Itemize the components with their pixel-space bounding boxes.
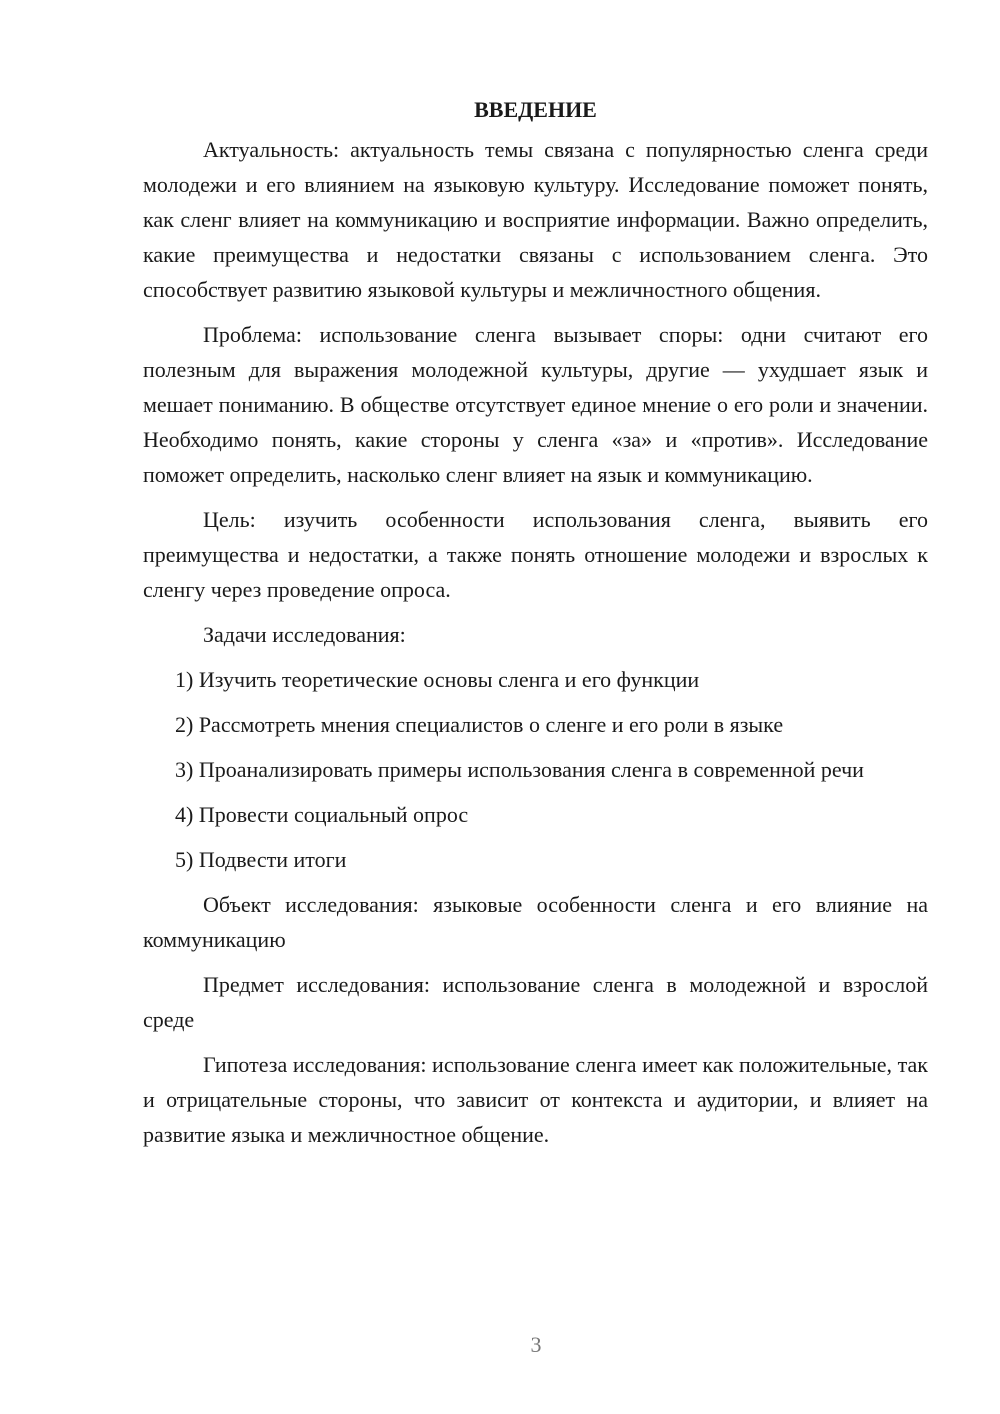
- document-page: [143, 92, 928, 1162]
- relevance-paragraph: Актуальность: актуальность темы связана с популярностью сленга среди молодежи и его влиянием на языковую культуру. Исследование поможет понять, как сленг влияет на коммуникацию и восприятие информации. Важно определить, какие преимущества и недостатки связаны с использованием сленга. Это способствует развитию языковой культуры и межличностного общения.: [143, 137, 928, 302]
- section-heading: ВВЕДЕНИЕ: [474, 97, 597, 122]
- page-number: 3: [530, 1332, 542, 1357]
- goal-paragraph: Цель: изучить особенности использования сленга, выявить его преимущества и недостатки, а также понять отношение молодежи и взрослых к сленгу через проведение опроса.: [143, 507, 928, 602]
- hypothesis-paragraph: Гипотеза исследования: использование сленга имеет как положительные, так и отрицательные стороны, что зависит от контекста и аудитории, и влияет на развитие языка и межличностное общение.: [143, 1052, 928, 1147]
- task-item: 5) Подвести итоги: [175, 847, 347, 872]
- tasks-title: Задачи исследования:: [203, 622, 406, 647]
- subject-paragraph: Предмет исследования: использование сленга в молодежной и взрослой среде: [143, 972, 928, 1032]
- task-item: 4) Провести социальный опрос: [175, 802, 469, 827]
- task-item: 3) Проанализировать примеры использования сленга в современной речи: [175, 757, 864, 782]
- problem-paragraph: Проблема: использование сленга вызывает споры: одни считают его полезным для выражения молодежной культуры, другие — ухудшает язык и мешает пониманию. В обществе отсутствует единое мнение о его роли и значении. Необходимо понять, какие стороны у сленга «за» и «против». Исследование поможет определить, насколько сленг влияет на язык и коммуникацию.: [143, 322, 928, 487]
- task-item: 1) Изучить теоретические основы сленга и его функции: [175, 667, 700, 692]
- task-item: 2) Рассмотреть мнения специалистов о сленге и его роли в языке: [175, 712, 784, 737]
- object-paragraph: Объект исследования: языковые особенности сленга и его влияние на коммуникацию: [143, 892, 928, 952]
